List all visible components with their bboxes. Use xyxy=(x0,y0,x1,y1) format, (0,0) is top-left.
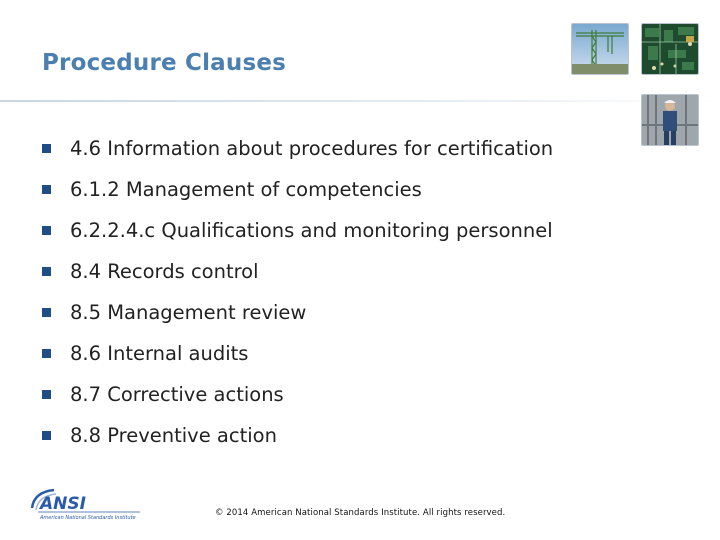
crane-photo-icon xyxy=(571,23,629,75)
copyright-footer: © 2014 American National Standards Institute. All rights reserved. xyxy=(215,508,506,518)
slide-title: Procedure Clauses xyxy=(42,50,287,76)
square-bullet-icon xyxy=(42,185,51,194)
svg-text:American National Standards In: American National Standards Institute xyxy=(40,515,136,521)
square-bullet-icon xyxy=(42,431,51,440)
bullet-text: 6.2.2.4.c Qualifications and monitoring personnel xyxy=(70,219,553,242)
bullet-text: 6.1.2 Management of competencies xyxy=(70,178,422,201)
bullet-item xyxy=(42,178,553,219)
ansi-logo xyxy=(28,486,148,522)
square-bullet-icon xyxy=(42,226,51,235)
square-bullet-icon xyxy=(42,267,51,276)
bullet-text: 8.6 Internal audits xyxy=(70,342,249,365)
bullet-item xyxy=(42,260,553,301)
bullet-text: 4.6 Information about procedures for certification xyxy=(70,137,554,160)
bullet-item xyxy=(42,137,553,178)
title-divider xyxy=(0,100,720,102)
square-bullet-icon xyxy=(42,308,51,317)
square-bullet-icon xyxy=(42,349,51,358)
bullet-item xyxy=(42,219,553,260)
bullet-list xyxy=(42,137,553,465)
bullet-item xyxy=(42,342,553,383)
bullet-text: 8.5 Management review xyxy=(70,301,307,324)
bullet-item xyxy=(42,424,553,465)
bullet-text: 8.4 Records control xyxy=(70,260,259,283)
circuit-board-photo-icon xyxy=(641,23,699,75)
engineer-photo-icon xyxy=(641,94,699,146)
bullet-text: 8.7 Corrective actions xyxy=(70,383,284,406)
bullet-text: 8.8 Preventive action xyxy=(70,424,277,447)
bullet-item xyxy=(42,301,553,342)
square-bullet-icon xyxy=(42,390,51,399)
svg-text:ANSI: ANSI xyxy=(40,494,86,514)
bullet-item xyxy=(42,383,553,424)
square-bullet-icon xyxy=(42,144,51,153)
